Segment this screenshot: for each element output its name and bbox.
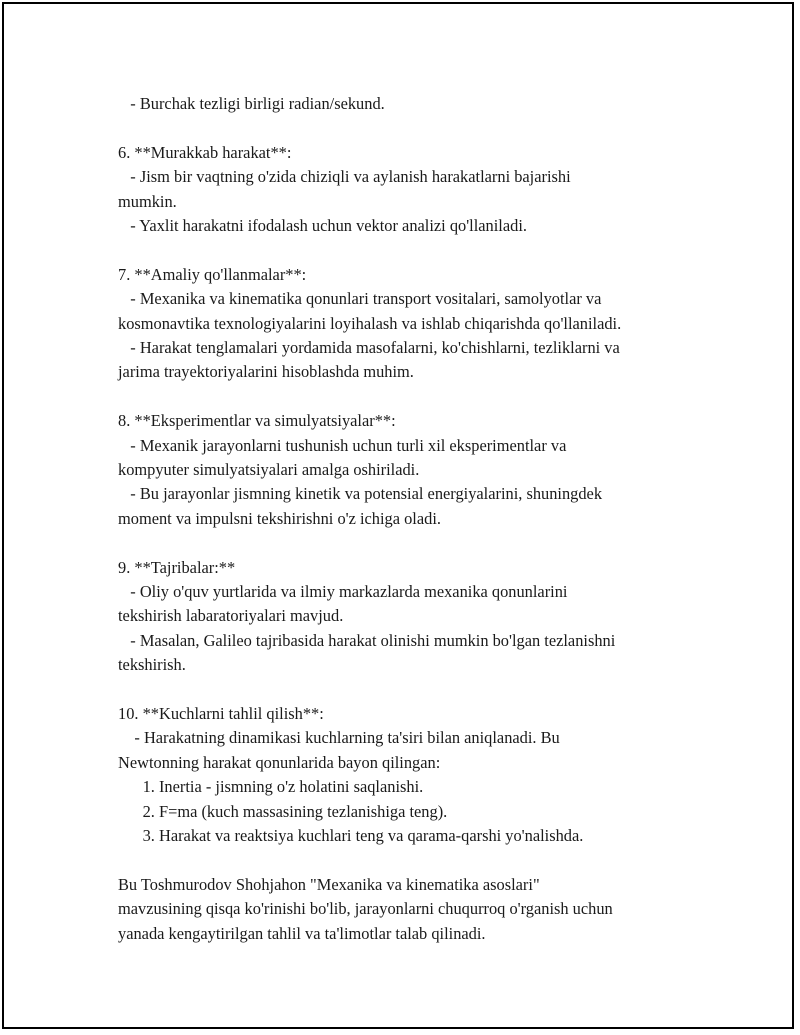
text-line: - Yaxlit harakatni ifodalash uchun vektor analizi qo'llaniladi. <box>118 216 527 236</box>
text-line: kosmonavtika texnologiyalarini loyihalash va ishlab chiqarishda qo'llaniladi. <box>118 313 622 333</box>
closing-text: Bu Toshmurodov Shohjahon "Mexanika va kinematika asoslari" <box>118 874 540 894</box>
paragraph-gap <box>118 116 688 140</box>
list-item: 3. Harakat va reaktsiya kuchlari teng va qarama-qarshi yo'nalishda. <box>118 826 584 846</box>
text-line: - Mexanik jarayonlarni tushunish uchun turli xil eksperimentlar va <box>118 435 567 455</box>
section-heading: 9. **Tajribalar:** <box>118 557 236 577</box>
closing-text: yanada kengaytirilgan tahlil va ta'limotlar talab qilinadi. <box>118 923 486 943</box>
text-line: tekshirish labaratoriyalari mavjud. <box>118 606 344 626</box>
text-line: tekshirish. <box>118 655 186 675</box>
text-line: jarima trayektoriyalarini hisoblashda muhim. <box>118 362 414 382</box>
text-line: kompyuter simulyatsiyalari amalga oshiriladi. <box>118 460 420 480</box>
closing-text: mavzusining qisqa ko'rinishi bo'lib, jarayonlarni chuqurroq o'rganish uchun <box>118 899 613 919</box>
text-line: - Oliy o'quv yurtlarida va ilmiy markazlarda mexanika qonunlarini <box>118 582 568 602</box>
paragraph-gap <box>118 531 688 555</box>
paragraph-gap <box>118 678 688 702</box>
document-body <box>118 92 688 946</box>
paragraph-gap <box>118 238 688 262</box>
text-line: - Harakat tenglamalari yordamida masofalarni, ko'chishlarni, tezliklarni va <box>118 338 620 358</box>
section-heading: 7. **Amaliy qo'llanmalar**: <box>118 264 307 284</box>
text-line: Newtonning harakat qonunlarida bayon qilingan: <box>118 752 441 772</box>
text-line: - Jism bir vaqtning o'zida chiziqli va aylanish harakatlarni bajarishi <box>118 167 571 187</box>
section-heading: 6. **Murakkab harakat**: <box>118 142 292 162</box>
paragraph-gap <box>118 849 688 873</box>
text-line: mumkin. <box>118 191 177 211</box>
text-line: moment va impulsni tekshirishni o'z ichiga oladi. <box>118 508 441 528</box>
text-line: - Harakatning dinamikasi kuchlarning ta'siri bilan aniqlanadi. Bu <box>118 728 560 748</box>
text-line: - Masalan, Galileo tajribasida harakat olinishi mumkin bo'lgan tezlanishni <box>118 630 616 650</box>
text-line: - Burchak tezligi birligi radian/sekund. <box>118 94 385 113</box>
paragraph-gap <box>118 385 688 409</box>
list-item: 2. F=ma (kuch massasining tezlanishiga teng). <box>118 801 448 821</box>
section-heading: 10. **Kuchlarni tahlil qilish**: <box>118 704 324 724</box>
section-heading: 8. **Eksperimentlar va simulyatsiyalar**: <box>118 411 396 431</box>
text-line: - Bu jarayonlar jismning kinetik va potensial energiyalarini, shuningdek <box>118 484 603 504</box>
list-item: 1. Inertia - jismning o'z holatini saqlanishi. <box>118 777 424 797</box>
text-line: - Mexanika va kinematika qonunlari transport vositalari, samolyotlar va <box>118 289 602 309</box>
